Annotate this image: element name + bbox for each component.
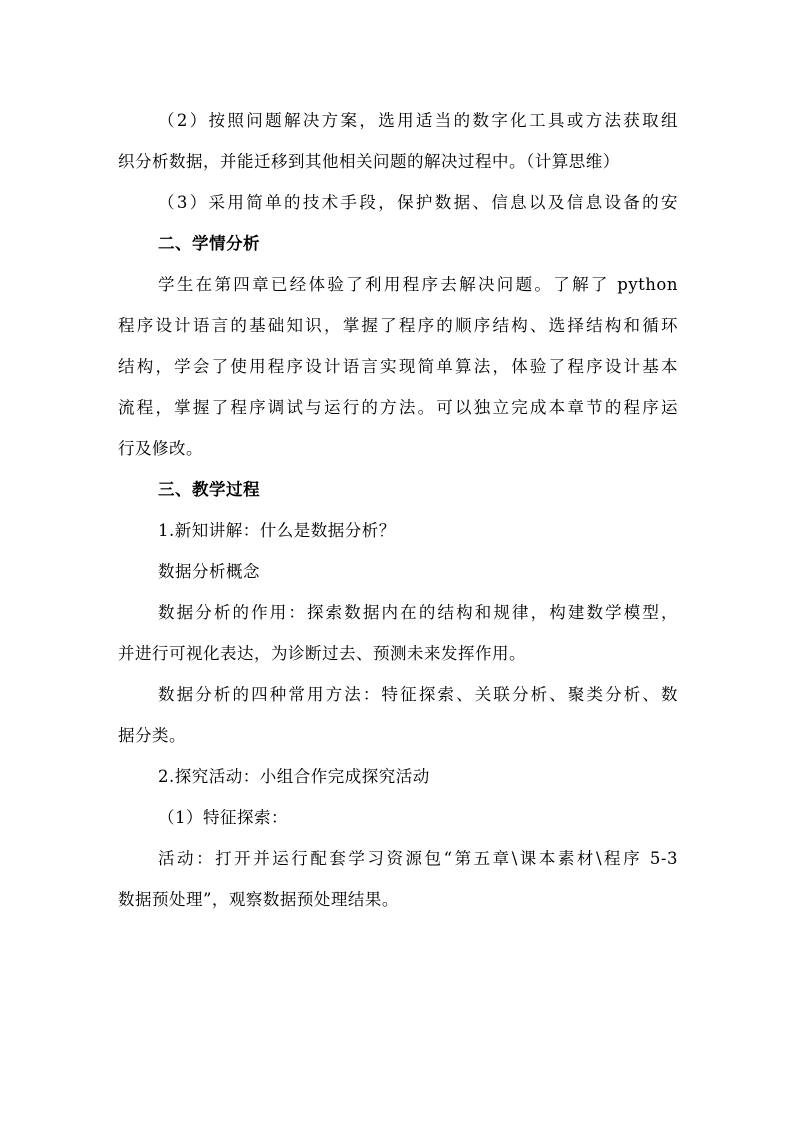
activity-line-2: 数据预处理”，观察数据预处理结果。	[118, 890, 399, 909]
data-analysis-concept: 数据分析概念	[158, 562, 260, 581]
learner-analysis-line-3: 结构，学会了使用程序设计语言实现简单算法，体验了程序设计基本	[118, 357, 678, 376]
learner-analysis-line-2: 程序设计语言的基础知识，掌握了程序的顺序结构、选择结构和循环	[118, 316, 678, 335]
data-analysis-role-line-2: 并进行可视化表达，为诊断过去、预测未来发挥作用。	[118, 644, 526, 663]
feature-exploration-heading: （1）特征探索：	[158, 808, 288, 827]
data-analysis-role-line-1: 数据分析的作用：探索数据内在的结构和规律，构建数学模型，	[158, 603, 678, 622]
objective-3-line-1: （3）采用简单的技术手段，保护数据、信息以及信息设备的安	[158, 193, 678, 212]
data-analysis-methods-line-1: 数据分析的四种常用方法：特征探索、关联分析、聚类分析、数	[158, 685, 678, 704]
learner-analysis-line-5: 行及修改。	[118, 439, 203, 458]
learner-analysis-line-1: 学生在第四章已经体验了利用程序去解决问题。了解了 python	[158, 275, 678, 294]
step-2-heading: 2.探究活动：小组合作完成探究活动	[158, 767, 430, 786]
document-body	[118, 100, 678, 920]
data-analysis-methods-line-2: 据分类。	[118, 726, 186, 745]
activity-line-1: 活动：打开并运行配套学习资源包“第五章\课本素材\程序 5-3	[158, 849, 678, 868]
learner-analysis-line-4: 流程，掌握了程序调试与运行的方法。可以独立完成本章节的程序运	[118, 398, 678, 417]
step-1-heading: 1.新知讲解：什么是数据分析？	[158, 521, 396, 540]
objective-2-line-2: 织分析数据，并能迁移到其他相关问题的解决过程中。（计算思维）	[118, 152, 620, 171]
section-heading-teaching-process: 三、教学过程	[158, 480, 260, 499]
objective-2-line-1: （2）按照问题解决方案，选用适当的数字化工具或方法获取组	[158, 111, 678, 130]
section-heading-learner-analysis: 二、学情分析	[158, 234, 260, 253]
